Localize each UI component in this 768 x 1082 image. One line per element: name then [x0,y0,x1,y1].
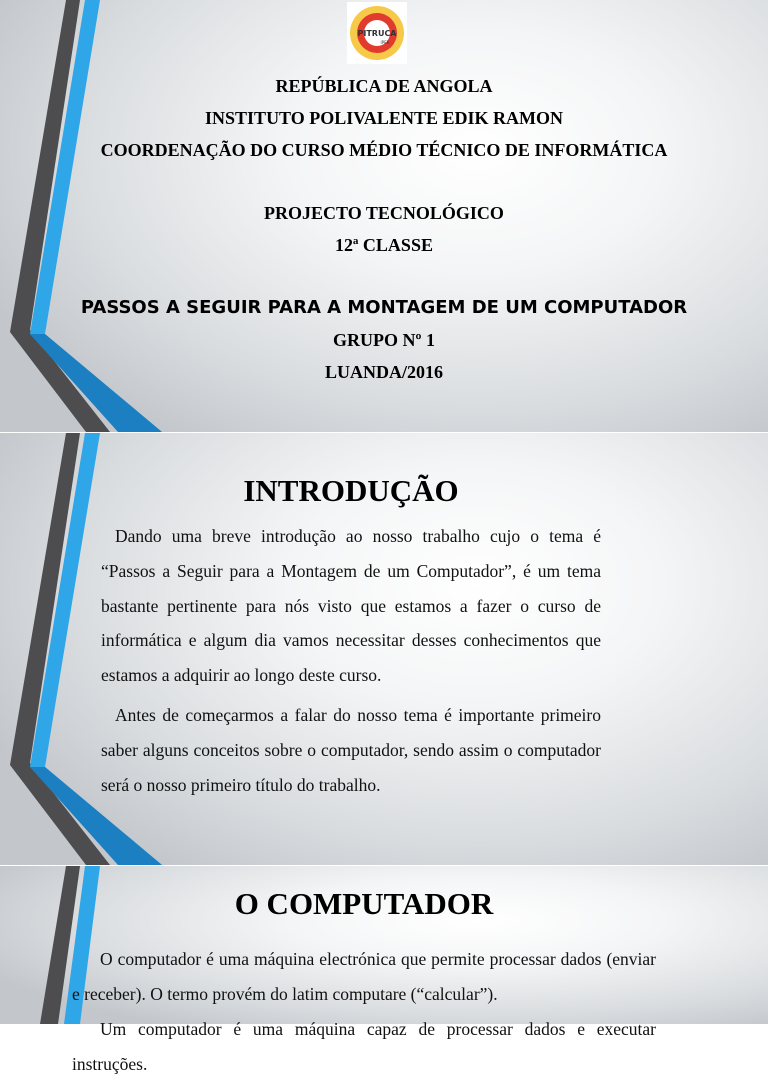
logo-subtext: IPER [380,40,390,45]
computer-paragraph-2: Um computador é uma máquina capaz de processar dados e executar instruções. [72,1019,656,1074]
coordination-line: COORDENAÇÃO DO CURSO MÉDIO TÉCNICO DE INFORMÁTICA [100,140,668,160]
logo-text: PITRUCA [357,29,397,38]
class-line: 12ª CLASSE [335,235,433,255]
intro-paragraph-2: Antes de começarmos a falar do nosso tema é importante primeiro saber alguns conceitos sobre o computador, sendo assim o computador será o nosso primeiro título do trabalho. [101,705,601,795]
computer-title: O COMPUTADOR [234,886,494,921]
intro-paragraph-1: Dando uma breve introdução ao nosso trabalho cujo o tema é “Passos a Seguir para a Montagem de um Computador”, é um tema bastante pertinente para nós visto que estamos a fazer o curso de informática e algum dia vamos necessitar desses conhecimentos que estamos a adquirir ao longo deste curso. [101,526,601,686]
institute-line: INSTITUTO POLIVALENTE EDIK RAMON [205,108,563,128]
theme-line: PASSOS A SEGUIR PARA A MONTAGEM DE UM COMPUTADOR [80,297,688,318]
intro-title: INTRODUÇÃO [243,473,459,508]
computer-paragraph-1: O computador é uma máquina electrónica que permite processar dados (enviar e receber). O termo provém do latim computare (“calcular”). [72,949,656,1004]
school-logo [347,2,407,64]
project-line: PROJECTO TECNOLÓGICO [264,203,504,223]
group-line: GRUPO Nº 1 [333,330,435,350]
cover-slide [0,0,768,432]
country-line: REPÚBLICA DE ANGOLA [275,76,493,96]
city-year-line: LUANDA/2016 [324,362,443,382]
computer-slide [0,866,768,1074]
intro-slide [0,433,768,865]
